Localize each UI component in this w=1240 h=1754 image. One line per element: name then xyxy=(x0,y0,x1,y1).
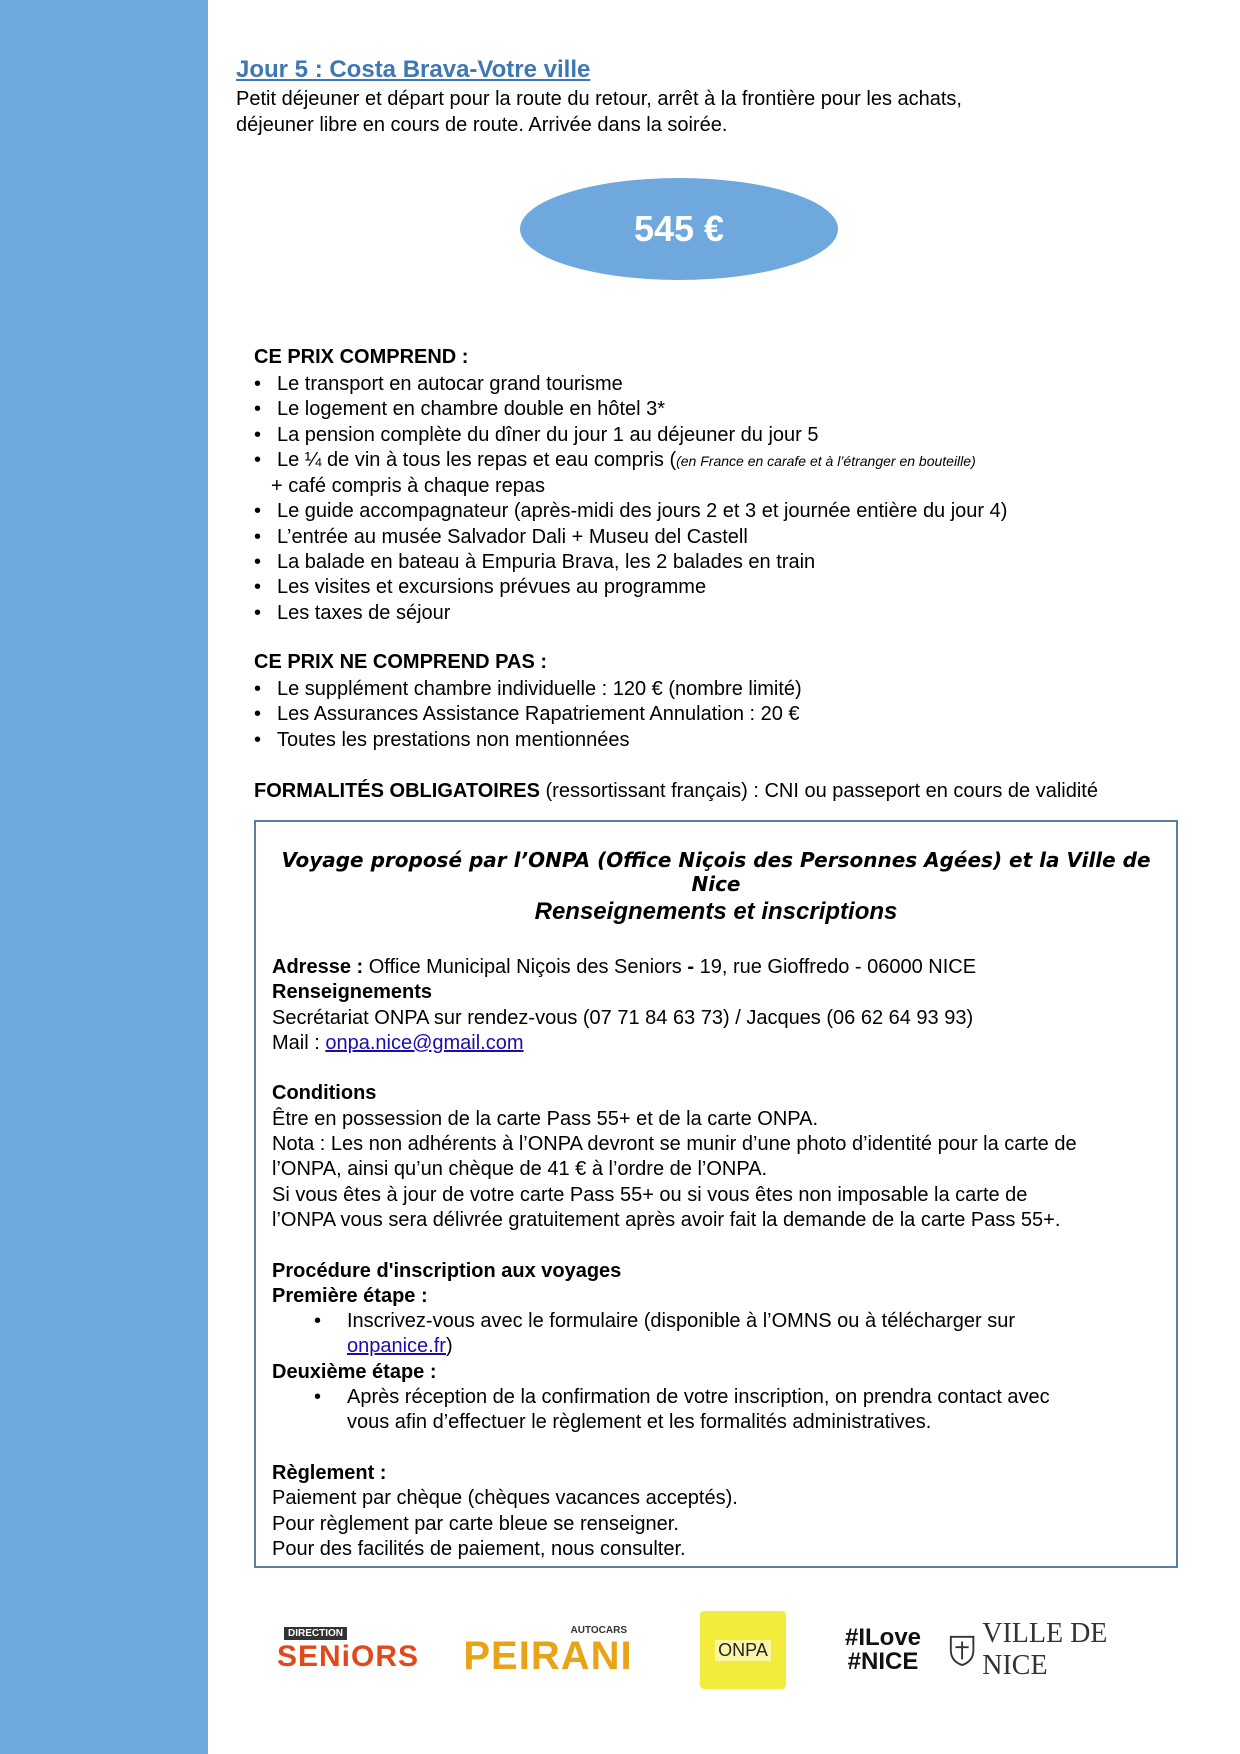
list-item: • Les taxes de séjour xyxy=(254,601,1214,626)
day5-line2: déjeuner libre en cours de route. Arrivée dans la soirée. xyxy=(236,114,728,136)
excludes-title: CE PRIX NE COMPREND PAS : xyxy=(254,650,547,673)
address-part-b: 19, rue Gioffredo - 06000 NICE xyxy=(694,956,977,978)
cond-line: l’ONPA vous sera délivrée gratuitement après avoir fait la demande de la carte Pass 55+. xyxy=(272,1208,1061,1231)
info-box xyxy=(254,820,1178,1568)
box-subtitle: Renseignements et inscriptions xyxy=(534,898,898,925)
step2-label: Deuxième étape : xyxy=(272,1360,437,1383)
price-details xyxy=(254,345,1214,824)
ilove-nice-logo xyxy=(838,1600,928,1700)
list-item-wine xyxy=(254,448,1214,500)
price-badge: 545 € xyxy=(520,178,838,280)
pay-line: Pour règlement par carte bleue se renseigner. xyxy=(272,1512,679,1535)
day5-title: Jour 5 : Costa Brava-Votre ville xyxy=(236,56,591,83)
ville-de-nice-text: VILLE DE NICE xyxy=(982,1618,1108,1681)
seniors-logo-top: DIRECTION xyxy=(284,1627,347,1640)
day5-description xyxy=(236,86,1196,138)
box-title: Voyage proposé par l’ONPA (Office Niçois des Personnes Agées) et la Ville de Nice xyxy=(281,848,1151,896)
mail-line xyxy=(272,1031,1162,1056)
step1-end: ) xyxy=(445,1335,453,1358)
box-body xyxy=(272,955,1162,1562)
list-item: • Les Assurances Assistance Rapatriement Annulation : 20 € xyxy=(254,702,1214,727)
list-item: • La pension complète du dîner du jour 1 au déjeuner du jour 5 xyxy=(254,423,1214,448)
step1-label: Première étape : xyxy=(272,1284,428,1307)
address-line xyxy=(272,955,1162,980)
onpa-logo-text: ONPA xyxy=(715,1640,771,1661)
step1-text: Inscrivez-vous avec le formulaire (disponible à l’OMNS ou à télécharger sur xyxy=(347,1310,1016,1333)
cond-line: Être en possession de la carte Pass 55+ et de la carte ONPA. xyxy=(272,1107,819,1130)
wine-continuation: + café compris à chaque repas xyxy=(271,475,546,498)
wine-text: Le ¼ de vin à tous les repas et eau compris ( xyxy=(277,448,677,471)
cond-label: Conditions xyxy=(272,1082,377,1105)
step2-line2: vous afin d’effectuer le règlement et les formalités administratives. xyxy=(347,1411,932,1434)
includes-list xyxy=(254,372,1214,626)
onpanice-link[interactable]: onpanice.fr xyxy=(347,1335,446,1358)
address-dash: - xyxy=(687,956,695,978)
peirani-logo-main: PEIRANI xyxy=(463,1633,633,1678)
left-sidebar-band xyxy=(0,0,208,1754)
step2-item: • Après réception de la confirmation de votre inscription, on prendra contact avec vous afin d’effectuer le règlement et les formalités administratives. xyxy=(314,1386,1050,1434)
list-item: • Le guide accompagnateur (après-midi des jours 2 et 3 et journée entière du jour 4) xyxy=(254,499,1214,524)
list-item: • Le transport en autocar grand tourisme xyxy=(254,372,1214,397)
list-item: • La balade en bateau à Empuria Brava, les 2 balades en train xyxy=(254,550,1214,575)
peirani-logo-top: AUTOCARS xyxy=(570,1624,627,1636)
onpa-logo xyxy=(698,1600,788,1700)
list-item: • Toutes les prestations non mentionnées xyxy=(254,728,1214,753)
list-item: • L’entrée au musée Salvador Dali + Museu del Castell xyxy=(254,525,1214,550)
formalites-text: (ressortissant français) : CNI ou passeport en cours de validité xyxy=(539,779,1098,802)
list-item: • Le logement en chambre double en hôtel 3* xyxy=(254,397,1214,422)
direction-seniors-logo xyxy=(278,1600,418,1700)
step1-item: • Inscrivez-vous avec le formulaire (disponible à l’OMNS ou à télécharger sur onpanice.fr) xyxy=(314,1310,1016,1358)
pay-label: Règlement : xyxy=(272,1461,387,1484)
formalites-label: FORMALITÉS OBLIGATOIRES xyxy=(254,779,540,802)
formalites-line xyxy=(254,779,1214,804)
list-item: • Les visites et excursions prévues au programme xyxy=(254,575,1214,600)
proc-label: Procédure d'inscription aux voyages xyxy=(272,1259,622,1282)
partner-logos xyxy=(268,1600,1168,1700)
cond-line: Si vous êtes à jour de votre carte Pass 55+ ou si vous êtes non imposable la carte de xyxy=(272,1183,1028,1206)
mail-link[interactable]: onpa.nice@gmail.com xyxy=(325,1031,524,1054)
onpa-logo-box xyxy=(700,1611,786,1689)
step2-line1: Après réception de la confirmation de votre inscription, on prendra contact avec xyxy=(347,1386,1050,1409)
includes-title: CE PRIX COMPREND : xyxy=(254,346,469,368)
mail-label: Mail : xyxy=(272,1031,326,1054)
pay-line: Paiement par chèque (chèques vacances acceptés). xyxy=(272,1487,738,1510)
wine-note: (en France en carafe et à l’étranger en bouteille) xyxy=(676,452,976,469)
excludes-list xyxy=(254,677,1214,753)
ilove-line2: #NICE xyxy=(847,1648,919,1675)
seniors-logo-main: SENiORS xyxy=(276,1639,420,1673)
peirani-logo xyxy=(463,1600,633,1700)
ilove-line1: #ILove xyxy=(844,1624,922,1651)
pay-line: Pour des facilités de paiement, nous consulter. xyxy=(272,1537,686,1560)
cond-line: Nota : Les non adhérents à l’ONPA devront se munir d’une photo d’identité pour la carte de xyxy=(272,1133,1077,1156)
list-item: • Le supplément chambre individuelle : 120 € (nombre limité) xyxy=(254,677,1214,702)
ville-de-nice-logo xyxy=(948,1600,1168,1700)
cond-line: l’ONPA, ainsi qu’un chèque de 41 € à l’ordre de l’ONPA. xyxy=(272,1158,768,1181)
address-label: Adresse : xyxy=(272,956,364,978)
day5-line1: Petit déjeuner et départ pour la route du retour, arrêt à la frontière pour les achats, xyxy=(236,88,962,110)
address-part-a: Office Municipal Niçois des Seniors xyxy=(363,956,688,978)
rens-text: Secrétariat ONPA sur rendez-vous (07 71 84 63 73) / Jacques (06 62 64 93 93) xyxy=(272,1006,974,1029)
nice-crest-icon xyxy=(948,1632,976,1668)
rens-label: Renseignements xyxy=(272,981,433,1004)
day5-section xyxy=(236,56,1196,138)
